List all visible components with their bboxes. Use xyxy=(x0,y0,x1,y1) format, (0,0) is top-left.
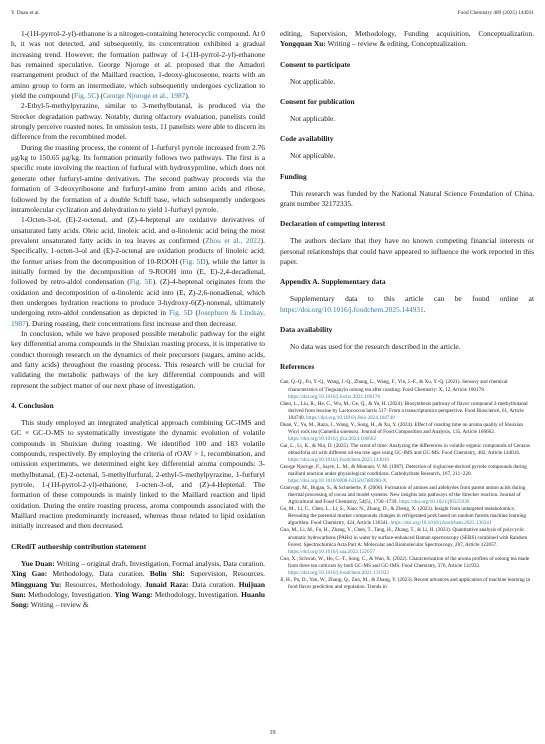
paragraph-text: 1-(1H-pyrrol-2-yl)-ethanone is a nitrogen-containing heterocyclic compound. At 0 h, it was not detected, and subsequently, its concentration exhibited a gradual increasing trend. However, the formation pathway of 1-(1H-pyrrol-2-yl)-ethanone has remained speculative. George Njoroge et al. proposed that the Amadori rearrangement product of the Maillard reaction, 1-deoxy-glucoseone, reacts with an amino group to form an intermediate, which subsequently undergoes cyclization to yield the compound ( xyxy=(11,29,265,101)
credit-role: Methodology, Data curation. xyxy=(47,569,150,579)
reference-text: Chen, L., Liu, R., He, C., Wu, M., Ge, Q., & Yu, H. (2024). Biosynthesis pathway of flavor compound 3-methylbutanal derived from leucine by Lactococcus lactis 517: From a transcriptomics perspective. Food Bioscience, 61, Article 104740. xyxy=(280,400,528,421)
reference-text: Duan, Y., Yu, M., Raza, J., Wang, Y., Song, H., & Xu, Y. (2024). Effect of roasting time on aroma quality of Shuixian Wuyi rock tea (Camellia sinensis). Journal of Food Composition and Analysis, 135, Article 106662. xyxy=(280,421,523,435)
section-heading-publication: Consent for publication xyxy=(280,97,355,107)
doi-link[interactable]: https://doi.org/10.1016/j.foodchem.2025.144931 xyxy=(280,304,424,314)
fig-link[interactable]: Fig. 5C xyxy=(74,91,97,101)
paragraph-text: ), while the latter is initially formed by the decomposition of 9-ROOH into (E, E)-2,4-decadienal, followed by retro-aldol condensation ( xyxy=(11,256,265,287)
paragraph-summary: In conclusion, while we have proposed possible metabolic pathway for the eight key differential aroma compounds in the Shuixian roasting process, it is imperative to conduct thorough research on the dynamics of their precursors (sugars, amino acids, and fatty acids) throughout the roasting process. This research will be crucial for validating the metabolic pathways of the key differential compounds and will represent the subject matter of our next phase of investigation. xyxy=(11,328,265,390)
credit-statement xyxy=(11,559,265,611)
competing-interest-text: The authors declare that they have no known competing financial interests or personal relationships that could have appeared to influence the work reported in this paper. xyxy=(280,236,534,267)
credit-author: Junaid Raza: xyxy=(144,579,189,589)
citation-link[interactable]: Zhou et al., 2022 xyxy=(205,235,261,245)
fig-link[interactable]: Fig. 5E xyxy=(129,277,153,287)
credit-author: Mingguang Yu: xyxy=(11,579,62,589)
reference-text: Cao, Q.-Q., Fu, Y.-Q., Wang, J.-Q., Zhang, L., Wang, F., Yin, J.-F., & Xu, Y.-Q. (2021). Sensory and chemical characteristics of Tieguanyin oolong tea after roasting. Food Chemistry: X, 12, Article 100178. xyxy=(280,379,508,393)
credit-role: Writing – review & editing, Conceptualization. xyxy=(325,39,467,49)
section-heading-code: Code availability xyxy=(280,134,334,144)
credit-role: editing, Supervision, Methodology, Funding acquisition, Conceptualization. xyxy=(280,29,534,38)
reference-item xyxy=(280,443,534,464)
credit-author: Huanlu Song: xyxy=(11,589,265,610)
credit-role: Resources, Methodology. xyxy=(61,579,145,589)
reference-text: Granvogl, M., Bugan, S., & Schieberle, P. (2006). Formation of amines and aldehydes from parent amino acids during thermal processing of cocoa and model systems: New insights into pathways of the Strecker reaction. Journal of Agricultural and Food Chemistry, 54(5), 1730–1739. xyxy=(280,485,526,506)
reference-doi-link[interactable]: https://doi.org/10.1016/j.fochx.2021.100178 xyxy=(288,393,380,400)
paragraph-text: ). (Z)-4-heptenal originates from the oxidation and decomposition of α-linolenic acid into (E, Z)-2,6-nonadienal, which then undergoes hydration reactions to produce 3-hydroxy-6(Z)-nonenal, ultimately undergoing retro-aldol condensation as depicted in xyxy=(11,277,266,318)
reference-item xyxy=(280,556,534,577)
header-authors: Y. Duan et al. xyxy=(11,10,40,16)
code-text: Not applicable. xyxy=(290,151,336,161)
reference-text: Ji, H., Pu, D., Yan, W., Zhang, Q., Zuo, M., & Zhang, Y. (2023). Recent advances and application of machine learning in food flavor prediction and regulation. Trends in xyxy=(280,576,531,590)
right-column xyxy=(280,29,534,591)
reference-text: Guo, X., Schwab, W., Ho, C.-T., Song, C., & Wan, X. (2022). Characterization of the aroma profiles of oolong tea made from three tea cultivars by both GC-MS and GC-IMS. Food Chemistry, 376, Article 131933. xyxy=(280,555,530,569)
reference-item xyxy=(280,577,534,591)
appendix-text xyxy=(280,294,534,315)
left-column xyxy=(11,29,265,611)
reference-text: Guo, M., Li, M., Fu, H., Zhang, Y., Chen, T., Tang, H., Zhang, T., & Li, H. (2023). Quantitative analysis of polycyclic aromatic hydrocarbons (PAHs) in water by surface-enhanced Raman spectroscopy (SERS) combined with Random Forest. Spectrochimica Acta Part A: Molecular and Biomolecular Spectroscopy, 287, Article 122057. xyxy=(280,527,528,548)
paragraph-text: ) ( xyxy=(96,91,103,101)
reference-doi-link[interactable]: https://doi.org/10.1016/j.foodchem.2023.136341 xyxy=(390,520,492,527)
section-heading-conclusion: 4. Conclusion xyxy=(11,401,54,411)
section-heading-references: References xyxy=(280,362,315,372)
reference-text: George Njoroge, F., Sayre, L. M., & Monnier, V. M. (1987). Detection of d-glucose-derived pyrrole compounds during maillard reaction under physiological conditions. Carbohydrate Research, 167, 211–220. xyxy=(280,464,527,478)
paragraph-text: ). xyxy=(185,91,190,101)
reference-text: Gai, L., Li, K., & Niu, D. (2025). The scent of time: Analyzing the differences in volatile organic compounds of Cerasus obtusifolia oil with different oil-tea tree ages using GC-IMS and GC-MS. Food Chemistry, 482, Article 144016. xyxy=(280,442,530,456)
paragraph-pyrazine: 2-Ethyl-5-methylpyrazine, similar to 3-methylbutanal, is produced via the Strecker degradation pathway. Notably, during olfactory evaluation, panelists could strongly perceive roasted notes. In omission tests, 11 panelists were able to discern its difference from the recombined model. xyxy=(11,101,265,142)
credit-role: Methodology, Investigation. xyxy=(152,589,242,599)
reference-item xyxy=(280,485,534,506)
paragraph-text: ( xyxy=(192,308,198,318)
credit-author: Huijuan Sun: xyxy=(11,579,265,599)
reference-item xyxy=(280,506,534,527)
section-heading-data-availability: Data availability xyxy=(280,325,333,335)
credit-role: Supervision, Resources. xyxy=(184,569,265,579)
paragraph-text: Supplementary data to this article can be found online at xyxy=(290,294,534,304)
credit-role: Writing – review & xyxy=(29,600,89,610)
reference-doi-link[interactable]: https://doi.org/10.1016/j.foodchem.2025.144016 xyxy=(288,456,389,463)
page-number: 19 xyxy=(269,730,276,736)
section-heading-consent: Consent to participate xyxy=(280,59,351,69)
reference-item xyxy=(280,464,534,485)
section-heading-appendix: Appendix A. Supplementary data xyxy=(280,277,386,287)
reference-item xyxy=(280,422,534,443)
reference-list xyxy=(280,379,534,590)
reference-doi-link[interactable]: https://doi.org/10.1016/j.jfca.2024.106662 xyxy=(288,435,376,442)
credit-role: Methodology, Investigation. xyxy=(25,589,115,599)
reference-text: Gu, M., Li, C., Chen, L., Li, S., Xiao, N., Zhang, D., & Zheng, X. (2023). Insight from untargeted metabolomics: Revealing the potential marker compounds changes in refrigerated pork based on random forests machine learning algorithm. Food Chemistry, 424, Article 136341. xyxy=(280,506,526,527)
paragraph-conclusion: This study employed an integrated analytical approach combining GC-IMS and GC × GC-O-MS to systematically investigate the dynamic evolution of volatile compounds in Shuixian during roasting. We identified 100 and 183 volatile compounds, respectively. By employing the criteria of rOAV > 1, recombination, and omission experiments, we determined eight key differential aroma compounds: 3-methylbutanal, (E)-2-octenal, 5-methylfurfural, 2-ethyl-5-methylpyrazine, 1-furfuryl pyrrole, 1-(1H-pyrrol-2-yl)-ethanone, 1-octen-3-ol, and (Z)-4-Heptenal. The formation of these compounds is mainly linked to the Maillard reaction and lipid oxidation. During the entire roasting process, aroma compounds associated with the Maillard reaction predominantly increased, whereas those related to lipid oxidation initially increased and then decreased. xyxy=(11,418,265,531)
reference-item xyxy=(280,401,534,422)
citation-link[interactable]: George Njoroge et al., 1987 xyxy=(102,91,186,101)
credit-author: Yongquan Xu: xyxy=(280,39,326,49)
paragraph-text: . xyxy=(423,304,426,314)
section-heading-credit: CRediT authorship contribution statement xyxy=(11,541,147,551)
fig-link[interactable]: Fig. 5D xyxy=(182,256,206,266)
data-availability-text: No data was used for the research described in the article. xyxy=(290,342,461,352)
paragraph-octenol xyxy=(11,215,265,329)
funding-text: This research was funded by the National Natural Science Foundation of China, grant number 32172335. xyxy=(280,188,534,209)
header-journal: Food Chemistry 489 (2025) 144931 xyxy=(457,10,534,16)
credit-role: Writing – original draft, Investigation, Formal analysis, Data curation. xyxy=(54,558,265,568)
reference-doi-link[interactable]: https://doi.org/10.1016/j.fbio.2024.104740 xyxy=(306,414,395,421)
paragraph-text: ). During roasting, their concentrations first increase and then decrease. xyxy=(25,318,237,328)
running-header xyxy=(11,10,534,20)
paragraph-pyrrole-ethanone xyxy=(11,29,265,101)
paragraph-text: 1-Octen-3-ol, (E)-2-octenal, and (Z)-4-heptenal are oxidative derivatives of unsaturated fatty acids. Oleic acid, linoleic acid, and α-linolenic acid being the most prevalent unsaturated fatty acids in tea leaves as confirmed ( xyxy=(11,215,265,245)
citation-link[interactable]: Josephson & Lindsay, 1987 xyxy=(11,308,265,328)
section-heading-competing-interest: Declaration of competing interest xyxy=(280,219,386,229)
credit-author: Xing Gao: xyxy=(11,569,48,579)
reference-item xyxy=(280,379,534,400)
paragraph-text: ). Specifically, 1-octen-3-ol and (E)-2-octenal are oxidation products of linoleic acid; the former arises from the decomposition of 10-ROOH ( xyxy=(11,235,265,266)
reference-item xyxy=(280,527,534,555)
fig-link[interactable]: Fig. 5D xyxy=(168,308,193,318)
reference-doi-link[interactable]: https://doi.org/10.1016/0008-6215(87)80280-X xyxy=(288,478,387,485)
credit-author: Ying Wang: xyxy=(114,589,153,599)
paragraph-furfuryl-pyrrole: During the roasting process, the content of 1-furfuryl pyrrole increased from 2.76 μg/kg to 150.65 μg/kg. Its formation primarily follows two pathways. The first is a specific route involving the reaction of furfural with hydroxyproline, which does not generate other furfuryl-amine derivatives. The second pathway proceeds via the formation of 3-deoxyribosone and furfuryl-amine from amino acids and ribose, followed by the formation of a double Schiff base, which subsequently undergoes intramolecular cyclization and dehydration to yield 1-furfuryl pyrrole. xyxy=(11,142,265,214)
credit-role: Data curation. xyxy=(188,579,239,589)
reference-doi-link[interactable]: https://doi.org/10.1021/jf0525939 xyxy=(399,499,470,506)
reference-doi-link[interactable]: https://doi.org/10.1016/j.saa.2022.122057 xyxy=(288,548,375,555)
section-heading-funding: Funding xyxy=(280,171,307,181)
credit-author: Yue Duan: xyxy=(21,558,55,568)
reference-doi-link[interactable]: https://doi.org/10.1016/j.foodchem.2021.131933 xyxy=(288,569,389,576)
consent-text: Not applicable. xyxy=(290,76,336,86)
credit-continued xyxy=(280,29,534,50)
credit-author: Bolin Shi: xyxy=(149,569,185,579)
publication-text: Not applicable. xyxy=(290,114,336,124)
